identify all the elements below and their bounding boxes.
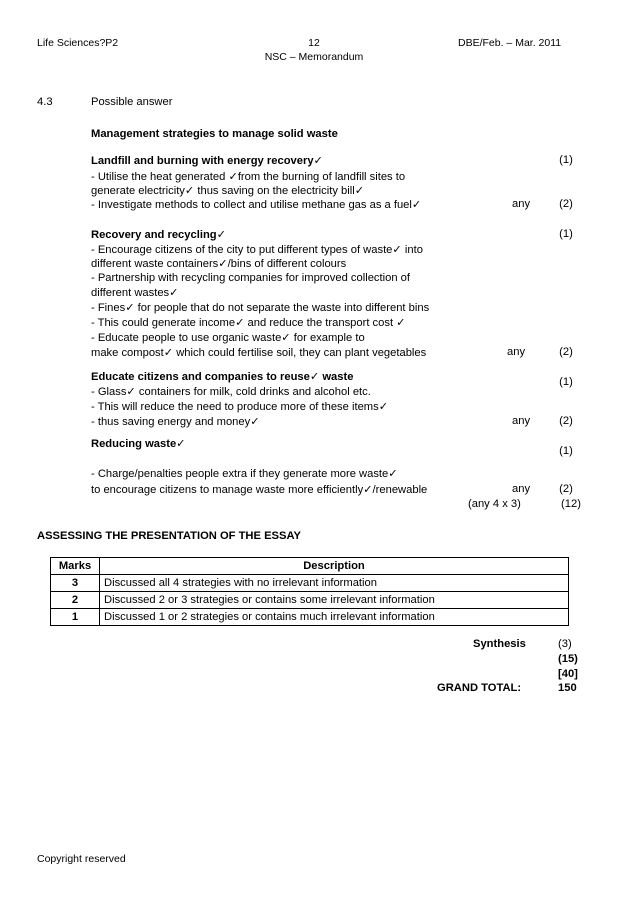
section-line: make compost✓ which could fertilise soil, they can plant vegetables	[91, 347, 427, 359]
any-label: any	[507, 346, 526, 358]
footer-copyright: Copyright reserved	[37, 853, 126, 865]
table-row	[51, 609, 569, 626]
mark-cell: 3	[51, 575, 100, 592]
section-line: - Investigate methods to collect and utilise methane gas as a fuel✓	[91, 199, 422, 211]
section-mark: (2)	[559, 198, 573, 210]
section-line: - Fines✓ for people that do not separate the waste into different bins	[91, 302, 430, 314]
grand-total-value: 150	[558, 682, 577, 694]
section-line: - This could generate income✓ and reduce the transport cost ✓	[91, 317, 406, 329]
description-cell: Discussed 1 or 2 strategies or contains much irrelevant information	[100, 609, 569, 626]
any-label: any	[512, 198, 531, 210]
section-line: - Encourage citizens of the city to put different types of waste✓ into	[91, 244, 423, 256]
table-row	[51, 592, 569, 609]
header-subtitle: NSC – Memorandum	[264, 51, 364, 63]
any-total-label: (any 4 x 3)	[468, 498, 521, 510]
section-mark: (1)	[559, 228, 573, 240]
mark-cell: 1	[51, 609, 100, 626]
subtotal-marks: (15)	[558, 653, 578, 665]
section-title: Educate citizens and companies to reuse✓ waste	[91, 371, 354, 383]
section-line: - Charge/penalties people extra if they generate more waste✓	[91, 468, 398, 480]
section-mark: (2)	[559, 483, 573, 495]
section-line: generate electricity✓ thus saving on the electricity bill✓	[91, 185, 365, 197]
section-title: Reducing waste✓	[91, 438, 186, 450]
section-title: Recovery and recycling✓	[91, 229, 226, 241]
section-mark: (2)	[559, 346, 573, 358]
section-total-mark: (12)	[561, 498, 581, 510]
section-line: - Educate people to use organic waste✓ for example to	[91, 332, 365, 344]
section-mark: (1)	[559, 376, 573, 388]
any-label: any	[512, 415, 531, 427]
question-intro: Possible answer	[91, 96, 173, 108]
grand-total-label: GRAND TOTAL:	[437, 682, 522, 694]
description-cell: Discussed all 4 strategies with no irrelevant information	[100, 575, 569, 592]
mark-cell: 2	[51, 592, 100, 609]
assessment-table	[50, 557, 569, 626]
marks-column-header: Marks	[51, 558, 100, 575]
question-heading: Management strategies to manage solid waste	[91, 128, 338, 140]
header-right: DBE/Feb. – Mar. 2011	[458, 37, 562, 49]
section-line: different wastes✓	[91, 287, 179, 299]
question-total: [40]	[558, 668, 578, 680]
description-column-header: Description	[100, 558, 569, 575]
section-mark: (1)	[559, 154, 573, 166]
section-line: - Glass✓ containers for milk, cold drinks and alcohol etc.	[91, 386, 371, 398]
section-line: - thus saving energy and money✓	[91, 416, 260, 428]
section-line: - This will reduce the need to produce more of these items✓	[91, 401, 389, 413]
any-label: any	[512, 483, 531, 495]
synthesis-value: (3)	[558, 638, 572, 650]
assessment-heading: ASSESSING THE PRESENTATION OF THE ESSAY	[37, 530, 301, 542]
table-row	[51, 575, 569, 592]
section-line: different waste containers✓/bins of different colours	[91, 258, 347, 270]
section-title: Landfill and burning with energy recovery✓	[91, 155, 323, 167]
section-mark: (1)	[559, 445, 573, 457]
section-line: - Utilise the heat generated ✓from the burning of landfill sites to	[91, 171, 406, 183]
page-number: 12	[308, 37, 320, 49]
section-line: - Partnership with recycling companies for improved collection of	[91, 272, 410, 284]
header-left: Life Sciences?P2	[37, 37, 119, 49]
question-number: 4.3	[37, 96, 53, 108]
section-line: to encourage citizens to manage waste more efficiently✓/renewable	[91, 484, 428, 496]
synthesis-label: Synthesis	[473, 638, 526, 650]
section-mark: (2)	[559, 415, 573, 427]
description-cell: Discussed 2 or 3 strategies or contains some irrelevant information	[100, 592, 569, 609]
table-header-row	[51, 558, 569, 575]
